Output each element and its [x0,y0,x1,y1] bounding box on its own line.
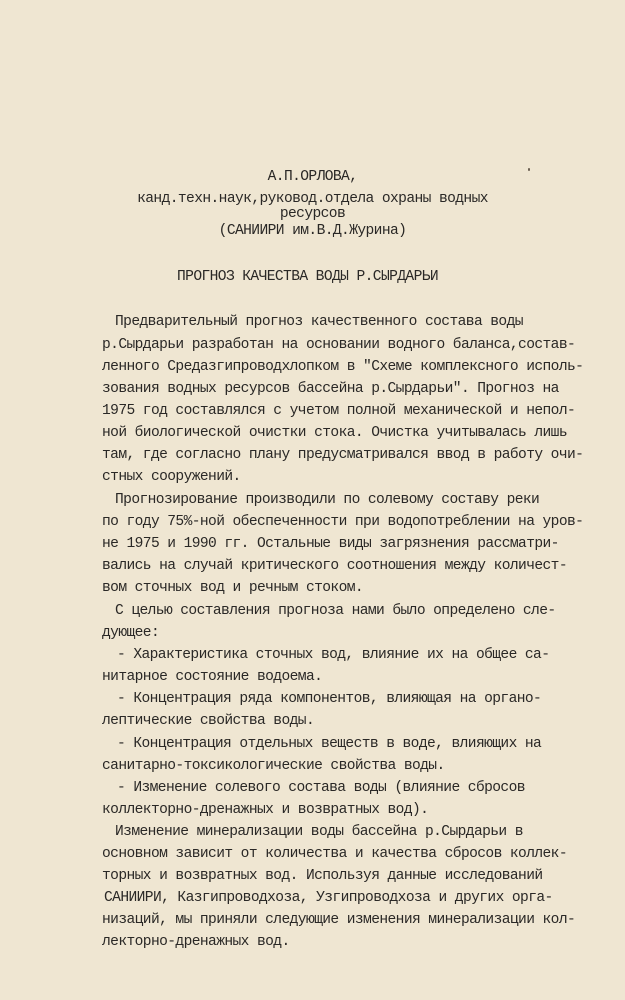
list-item: - Характеристика сточных вод, влияние их на общее са- [117,647,550,663]
document-title: ПРОГНОЗ КАЧЕСТВА ВОДЫ Р.СЫРДАРЬИ [177,269,439,285]
body-line: низаций, мы приняли следующие изменения минерализации кол- [102,912,576,928]
body-line: дующее: [102,625,160,641]
list-item: - Концентрация ряда компонентов, влияющая на органо- [117,691,542,707]
body-line: 1975 год составлялся с учетом полной механической и непол- [102,403,576,419]
body-line: лептические свойства воды. [102,713,315,729]
body-line: торных и возвратных вод. Используя данные исследований [102,868,543,884]
author-position-line2: ресурсов [279,206,346,222]
body-line: Прогнозирование производили по солевому составу реки [115,492,540,508]
body-line: нитарное состояние водоема. [102,669,323,685]
list-item: - Изменение солевого состава воды (влияние сбросов [117,780,525,796]
body-line: Изменение минерализации воды бассейна р.Сырдарьи в [115,824,523,840]
body-line: С целью составления прогноза нами было определено сле- [115,603,556,619]
body-line: санитарно-токсикологические свойства воды. [102,758,445,774]
body-line: там, где согласно плану предусматривался ввод в работу очи- [102,447,584,463]
institute-name: (САНИИРИ им.В.Д.Журина) [218,223,407,239]
body-line: САНИИРИ, Казгипроводхоза, Узгипроводхоза и других орга- [104,890,553,906]
body-line: лекторно-дренажных вод. [102,934,290,950]
body-line: Предварительный прогноз качественного состава воды [115,314,523,330]
body-line: р.Сырдарьи разработан на основании водного баланса,состав- [102,337,576,353]
body-line: ной биологической очистки стока. Очистка учитывалась лишь [102,425,567,441]
body-line: по году 75%-ной обеспеченности при водопотреблении на уров- [102,514,584,530]
list-item: - Концентрация отдельных веществ в воде, влияющих на [117,736,542,752]
body-line: не 1975 и 1990 гг. Остальные виды загрязнения рассматри- [102,536,559,552]
body-line: стных сооружений. [102,469,241,485]
body-line: вались на случай критического соотношения между количест- [102,558,567,574]
body-line: ленного Средазгипроводхлопком в "Схеме комплексного исполь- [102,359,584,375]
body-line: основном зависит от количества и качества сбросов коллек- [102,846,567,862]
body-line: вом сточных вод и речным стоком. [102,580,364,596]
author-position-line1: канд.техн.наук,руковод.отдела охраны водных [137,191,488,207]
body-line: зования водных ресурсов бассейна р.Сырдарьи". Прогноз на [102,381,559,397]
body-line: коллекторно-дренажных и возвратных вод). [102,802,429,818]
author-name: А.П.ОРЛОВА, [267,169,358,185]
